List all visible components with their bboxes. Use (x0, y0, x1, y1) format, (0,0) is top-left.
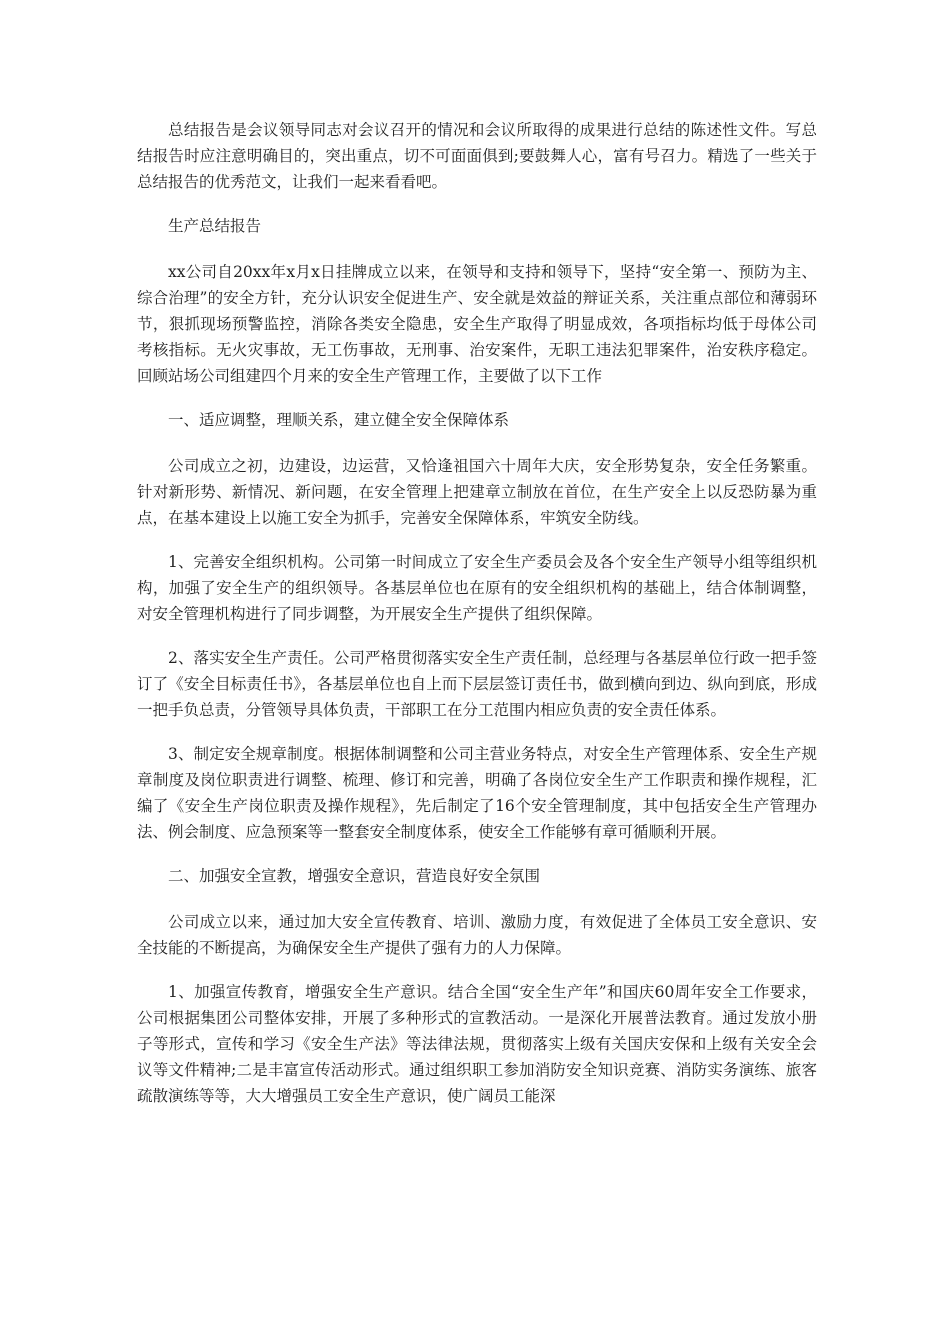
section-1-item-2: 2、落实安全生产责任。公司严格贯彻落实安全生产责任制，总经理与各基层单位行政一把手签订了《安全目标责任书》，各基层单位也自上而下层层签订责任书，做到横向到边、纵向到底，形成一把手负总责，分管领导具体负责，干部职工在分工范围内相应负责的安全责任体系。 (137, 649, 817, 719)
section-2-item-1: 1、加强宣传教育，增强安全生产意识。结合全国“安全生产年”和国庆60周年安全工作要求，公司根据集团公司整体安排，开展了多种形式的宣教活动。一是深化开展普法教育。通过发放小册子等形式，宣传和学习《安全生产法》等法律法规，贯彻落实上级有关国庆安保和上级有关安全会议等文件精神;二是丰富宣传活动形式。通过组织职工参加消防安全知识竞赛、消防实务演练、旅客疏散演练等等，大大增强员工安全生产意识，使广阔员工能深 (137, 983, 817, 1105)
intro-paragraph: 总结报告是会议领导同志对会议召开的情况和会议所取得的成果进行总结的陈述性文件。写总结报告时应注意明确目的，突出重点，切不可面面俱到;要鼓舞人心，富有号召力。精选了一些关于总结报告的优秀范文，让我们一起来看看吧。 (137, 121, 817, 191)
section-2-intro: 公司成立以来，通过加大安全宣传教育、培训、激励力度，有效促进了全体员工安全意识、安全技能的不断提高，为确保安全生产提供了强有力的人力保障。 (137, 913, 817, 957)
section-heading-2: 二、加强安全宣教，增强安全意识，营造良好安全氛围 (168, 867, 541, 885)
document-body (137, 117, 817, 1127)
overview-paragraph: xx公司自20xx年x月x日挂牌成立以来，在领导和支持和领导下，坚持“安全第一、预防为主、综合治理”的安全方针，充分认识安全促进生产、安全就是效益的辩证关系，关注重点部位和薄弱环节，狠抓现场预警监控，消除各类安全隐患，安全生产取得了明显成效，各项指标均低于母体公司考核指标。无火灾事故，无工伤事故，无刑事、治安案件，无职工违法犯罪案件，治安秩序稳定。回顾站场公司组建四个月来的安全生产管理工作，主要做了以下工作 (137, 263, 817, 385)
section-1-item-1: 1、完善安全组织机构。公司第一时间成立了安全生产委员会及各个安全生产领导小组等组织机构，加强了安全生产的组织领导。各基层单位也在原有的安全组织机构的基础上，结合体制调整，对安全管理机构进行了同步调整，为开展安全生产提供了组织保障。 (137, 553, 817, 623)
document-title: 生产总结报告 (168, 217, 262, 235)
section-1-item-3: 3、制定安全规章制度。根据体制调整和公司主营业务特点，对安全生产管理体系、安全生产规章制度及岗位职责进行调整、梳理、修订和完善，明确了各岗位安全生产工作职责和操作规程，汇编了《安全生产岗位职责及操作规程》，先后制定了16个安全管理制度，其中包括安全生产管理办法、例会制度、应急预案等一整套安全制度体系，使安全工作能够有章可循顺利开展。 (137, 745, 817, 841)
section-1-intro: 公司成立之初，边建设，边运营，又恰逢祖国六十周年大庆，安全形势复杂，安全任务繁重。针对新形势、新情况、新问题，在安全管理上把建章立制放在首位，在生产安全上以反恐防暴为重点，在基本建设上以施工安全为抓手，完善安全保障体系，牢筑安全防线。 (137, 457, 817, 527)
section-heading-1: 一、适应调整，理顺关系，建立健全安全保障体系 (168, 411, 510, 429)
